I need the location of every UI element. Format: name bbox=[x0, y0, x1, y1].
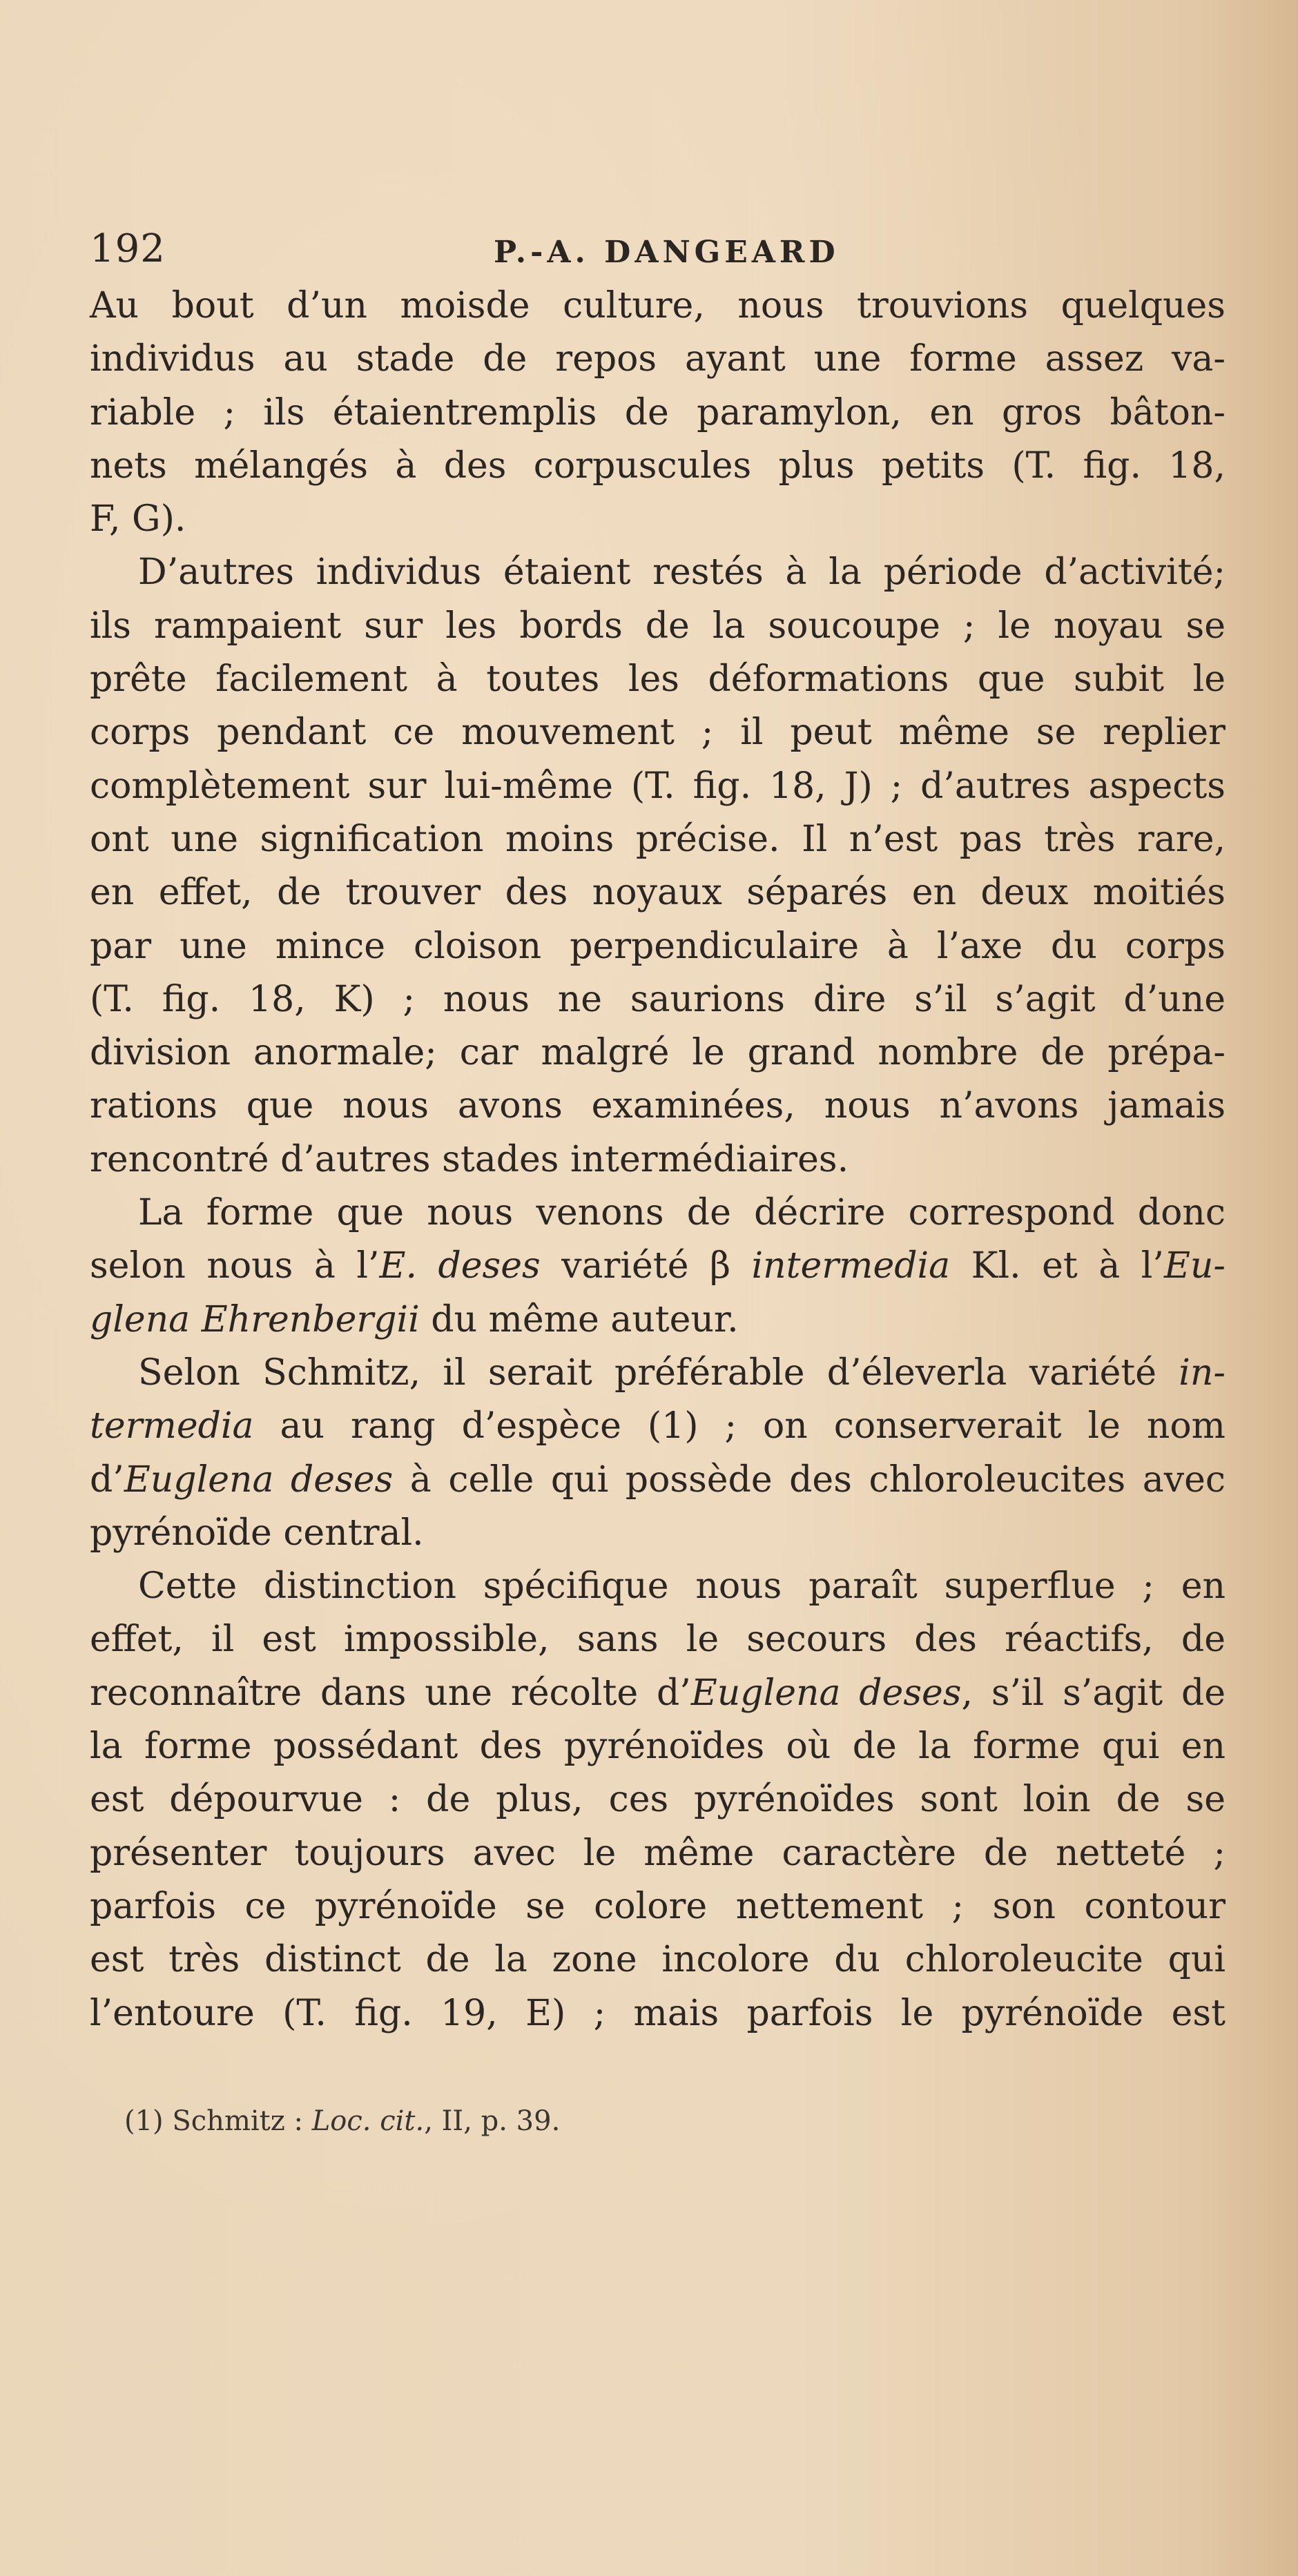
text-line bbox=[90, 280, 1226, 333]
text-run: au rang d’espèce (1) ; on conserverait le nom bbox=[253, 1405, 1226, 1447]
text-run: La forme que nous venons de décrire correspond donc bbox=[138, 1192, 1226, 1234]
text-line bbox=[90, 1240, 1226, 1293]
text-run: Selon Schmitz, il serait préférable d’éleverla variété bbox=[138, 1352, 1179, 1394]
header-title: P.-A. DANGEARD bbox=[494, 235, 840, 270]
text-run: ont une signification moins précise. Il n’est pas très rare, bbox=[90, 818, 1226, 860]
text-line bbox=[90, 1667, 1226, 1720]
italic-text-run: Loc. cit. bbox=[311, 2105, 425, 2137]
text-run: division anormale; car malgré le grand nombre de prépa- bbox=[90, 1032, 1226, 1074]
text-line bbox=[90, 1347, 1226, 1400]
italic-text-run: in- bbox=[1179, 1352, 1226, 1394]
text-run: prête facilement à toutes les déformations que subit le bbox=[90, 658, 1226, 701]
text-run: selon nous à l’ bbox=[90, 1245, 380, 1287]
text-run: pyrénoïde central. bbox=[90, 1512, 424, 1554]
text-run: par une mince cloison perpendiculaire à l’axe du corps bbox=[90, 925, 1226, 967]
text-run: riable ; ils étaientremplis de paramylon, en gros bâton- bbox=[90, 391, 1226, 433]
italic-text-run: Euglena deses bbox=[124, 1458, 394, 1501]
text-line bbox=[90, 1454, 1226, 1507]
text-line bbox=[90, 1987, 1226, 2040]
page-number: 192 bbox=[90, 226, 166, 271]
text-line bbox=[90, 1720, 1226, 1773]
text-run: corps pendant ce mouvement ; il peut même se replier bbox=[90, 712, 1226, 754]
text-run: F, G). bbox=[90, 498, 186, 540]
text-run: nets mélangés à des corpuscules plus petits (T. fig. 18, bbox=[90, 445, 1226, 487]
text-line bbox=[90, 1827, 1226, 1880]
text-run: reconnaître dans une récolte d’ bbox=[90, 1672, 691, 1714]
text-run: d’ bbox=[90, 1458, 124, 1501]
text-line bbox=[90, 387, 1226, 440]
italic-text-run: intermedia bbox=[751, 1245, 951, 1287]
text-run: Kl. et à l’ bbox=[950, 1245, 1164, 1287]
text-run: est dépourvue : de plus, ces pyrénoïdes sont loin de se bbox=[90, 1779, 1226, 1821]
text-line bbox=[90, 973, 1226, 1026]
text-run: Cette distinction spécifique nous paraît superflue ; en bbox=[138, 1565, 1226, 1608]
text-run: à celle qui possède des chloroleucites avec bbox=[393, 1458, 1226, 1501]
text-run: (1) Schmitz : bbox=[124, 2105, 312, 2137]
text-run: (T. fig. 18, K) ; nous ne saurions dire s’il s’agit d’une bbox=[90, 978, 1226, 1020]
text-run: parfois ce pyrénoïde se colore nettement ; son contour bbox=[90, 1885, 1226, 1927]
text-run: complètement sur lui-même (T. fig. 18, J) ; d’autres aspects bbox=[90, 765, 1226, 807]
text-run: présenter toujours avec le même caractère de netteté ; bbox=[90, 1832, 1226, 1874]
text-run: D’autres individus étaient restés à la période d’activité; bbox=[138, 552, 1226, 594]
text-line bbox=[90, 920, 1226, 973]
text-run: du même auteur. bbox=[419, 1298, 739, 1340]
text-run: variété β bbox=[540, 1245, 752, 1287]
text-run: la forme possédant des pyrénoïdes où de la forme qui en bbox=[90, 1726, 1226, 1768]
text-line bbox=[90, 1080, 1226, 1133]
text-run: est très distinct de la zone incolore du chloroleucite qui bbox=[90, 1939, 1226, 1981]
text-run: effet, il est impossible, sans le secours des réactifs, de bbox=[90, 1619, 1226, 1661]
text-line bbox=[90, 1933, 1226, 1987]
text-run: rencontré d’autres stades intermédiaires. bbox=[90, 1138, 849, 1180]
text-line bbox=[90, 653, 1226, 706]
text-run: individus au stade de repos ayant une forme assez va- bbox=[90, 338, 1226, 380]
footnote bbox=[124, 2105, 560, 2137]
text-run: rations que nous avons examinées, nous n’avons jamais bbox=[90, 1085, 1226, 1127]
text-line bbox=[90, 866, 1226, 919]
italic-text-run: Euglena deses bbox=[690, 1672, 962, 1714]
italic-text-run: Eu- bbox=[1163, 1245, 1226, 1287]
text-line bbox=[90, 546, 1226, 599]
text-run: ils rampaient sur les bords de la soucoupe ; le noyau se bbox=[90, 605, 1226, 647]
text-line bbox=[90, 760, 1226, 813]
text-line bbox=[90, 1400, 1226, 1453]
text-run: , II, p. 39. bbox=[424, 2105, 561, 2137]
text-line bbox=[90, 1133, 1226, 1187]
text-line bbox=[90, 1026, 1226, 1080]
text-line bbox=[90, 706, 1226, 759]
text-line bbox=[90, 1773, 1226, 1826]
text-line bbox=[90, 1294, 1226, 1347]
running-head bbox=[90, 219, 1222, 282]
text-line bbox=[90, 440, 1226, 493]
text-run: en effet, de trouver des noyaux séparés en deux moitiés bbox=[90, 872, 1226, 914]
text-run: Au bout d’un moisde culture, nous trouvions quelques bbox=[90, 285, 1226, 326]
text-line bbox=[90, 1613, 1226, 1666]
text-line bbox=[90, 493, 1226, 546]
text-line bbox=[90, 1507, 1226, 1560]
text-line bbox=[90, 333, 1226, 386]
italic-text-run: E. deses bbox=[379, 1245, 541, 1287]
text-line bbox=[90, 813, 1226, 866]
text-line bbox=[90, 1187, 1226, 1240]
text-run: , s’il s’agit de bbox=[961, 1672, 1226, 1714]
text-line bbox=[90, 600, 1226, 653]
body-text bbox=[90, 280, 1226, 2040]
text-line bbox=[90, 1560, 1226, 1613]
text-line bbox=[90, 1880, 1226, 1933]
italic-text-run: termedia bbox=[90, 1405, 254, 1447]
italic-text-run: glena Ehrenbergii bbox=[90, 1298, 420, 1340]
text-run: l’entoure (T. fig. 19, E) ; mais parfois le pyrénoïde est bbox=[90, 1992, 1226, 2034]
